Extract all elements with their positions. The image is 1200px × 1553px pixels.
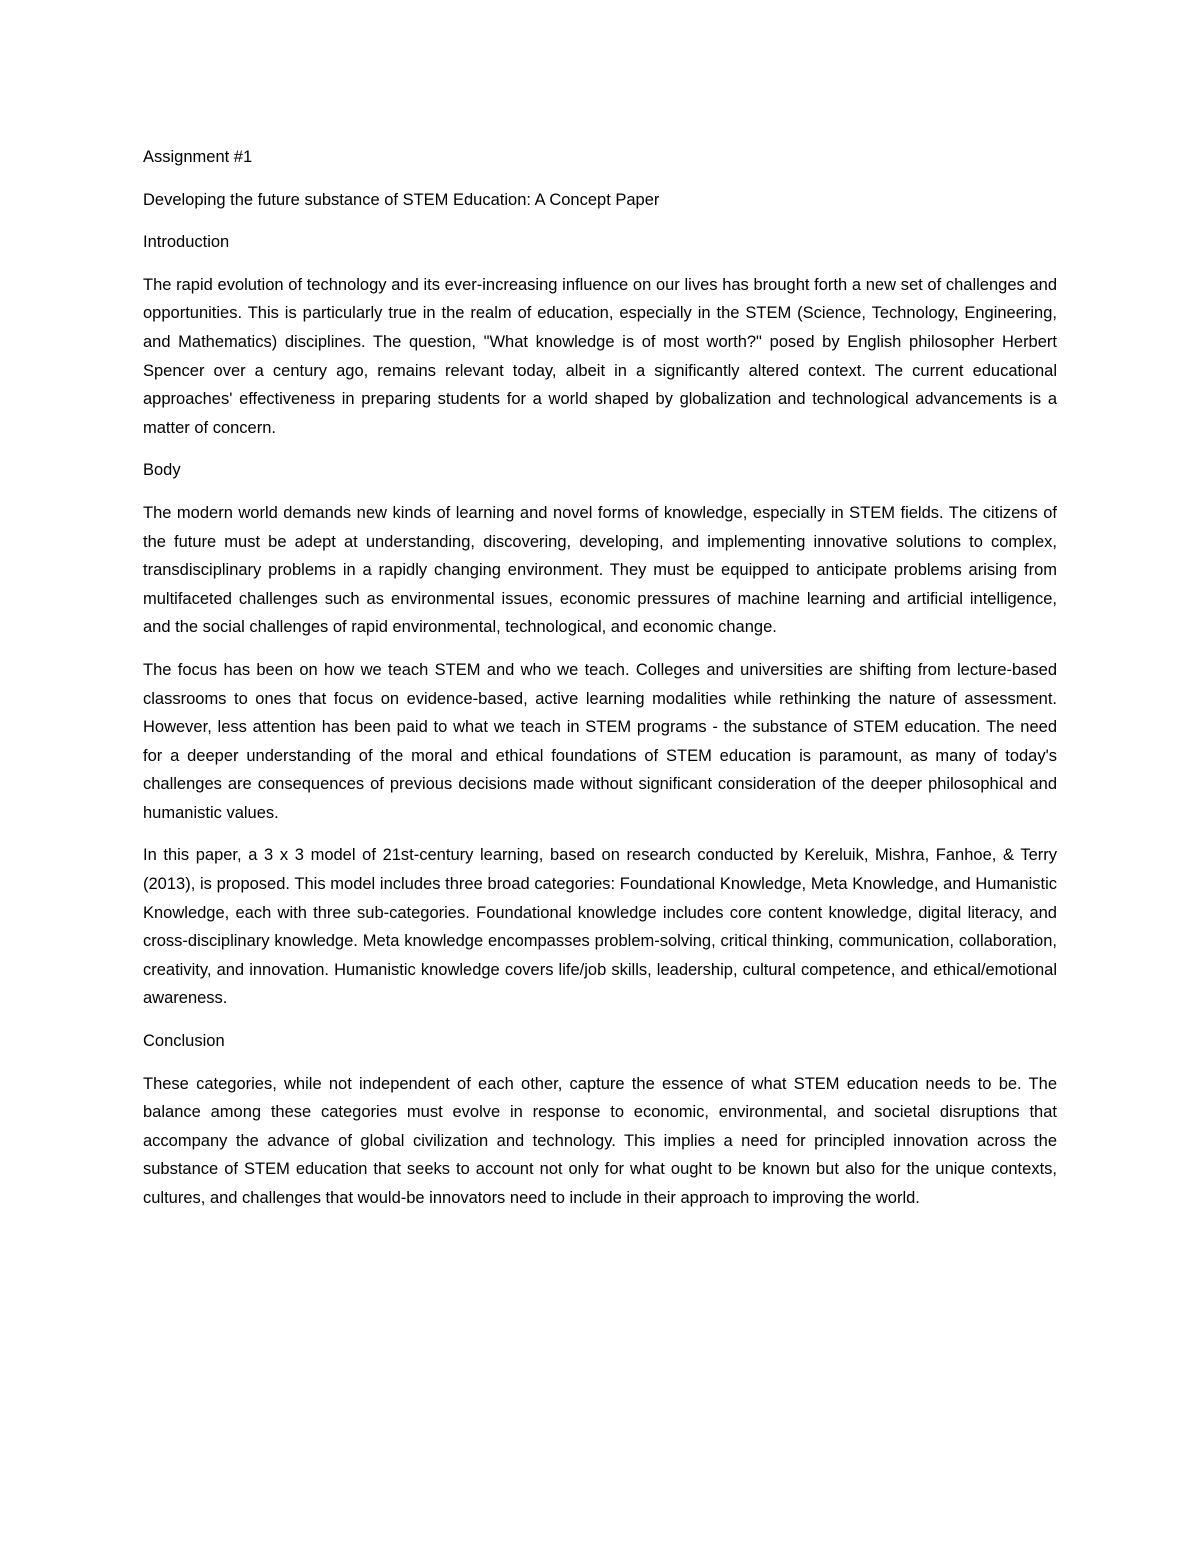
body-paragraph-2: The focus has been on how we teach STEM and who we teach. Colleges and universities are shifting from lecture-based classrooms to ones that focus on evidence-based, active learning modalities while rethinking the nature of assessment. However, less attention has been paid to what we teach in STEM programs - the substance of STEM education. The need for a deeper understanding of the moral and ethical foundations of STEM education is paramount, as many of today's challenges are consequences of previous decisions made without significant consideration of the deeper philosophical and humanistic values.: [143, 660, 1057, 822]
introduction-heading: Introduction: [143, 233, 230, 252]
document-content: [143, 143, 1057, 1227]
body-heading: Body: [143, 461, 181, 480]
body-paragraph-3: In this paper, a 3 x 3 model of 21st-century learning, based on research conducted by Kereluik, Mishra, Fanhoe, & Terry (2013), is proposed. This model includes three broad categories: Foundational Knowledge, Meta Knowledge, and Humanistic Knowledge, each with three sub-categories. Foundational knowledge includes core content knowledge, digital literacy, and cross-disciplinary knowledge. Meta knowledge encompasses problem-solving, critical thinking, communication, collaboration, creativity, and innovation. Humanistic knowledge covers life/job skills, leadership, cultural competence, and ethical/emotional awareness.: [143, 846, 1057, 1008]
assignment-label: Assignment #1: [143, 148, 253, 166]
document-title: Developing the future substance of STEM Education: A Concept Paper: [143, 190, 660, 209]
body-paragraph-1: The modern world demands new kinds of learning and novel forms of knowledge, especially in STEM fields. The citizens of the future must be adept at understanding, discovering, developing, and implementing innovative solutions to complex, transdisciplinary problems in a rapidly changing environment. They must be equipped to anticipate problems arising from multifaceted challenges such as environmental issues, economic pressures of machine learning and artificial intelligence, and the social challenges of rapid environmental, technological, and economic change.: [143, 503, 1057, 637]
conclusion-heading: Conclusion: [143, 1032, 225, 1051]
conclusion-paragraph: These categories, while not independent of each other, capture the essence of what STEM education needs to be. The balance among these categories must evolve in response to economic, environmental, and societal disruptions that accompany the advance of global civilization and technology. This implies a need for principled innovation across the substance of STEM education that seeks to account not only for what ought to be known but also for the unique contexts, cultures, and challenges that would-be innovators need to include in their approach to improving the world.: [143, 1074, 1057, 1207]
introduction-paragraph: The rapid evolution of technology and its ever-increasing influence on our lives has brought forth a new set of challenges and opportunities. This is particularly true in the realm of education, especially in the STEM (Science, Technology, Engineering, and Mathematics) disciplines. The question, "What knowledge is of most worth?" posed by English philosopher Herbert Spencer over a century ago, remains relevant today, albeit in a significantly altered context. The current educational approaches' effectiveness in preparing students for a world shaped by globalization and technological advancements is a matter of concern.: [143, 275, 1057, 437]
